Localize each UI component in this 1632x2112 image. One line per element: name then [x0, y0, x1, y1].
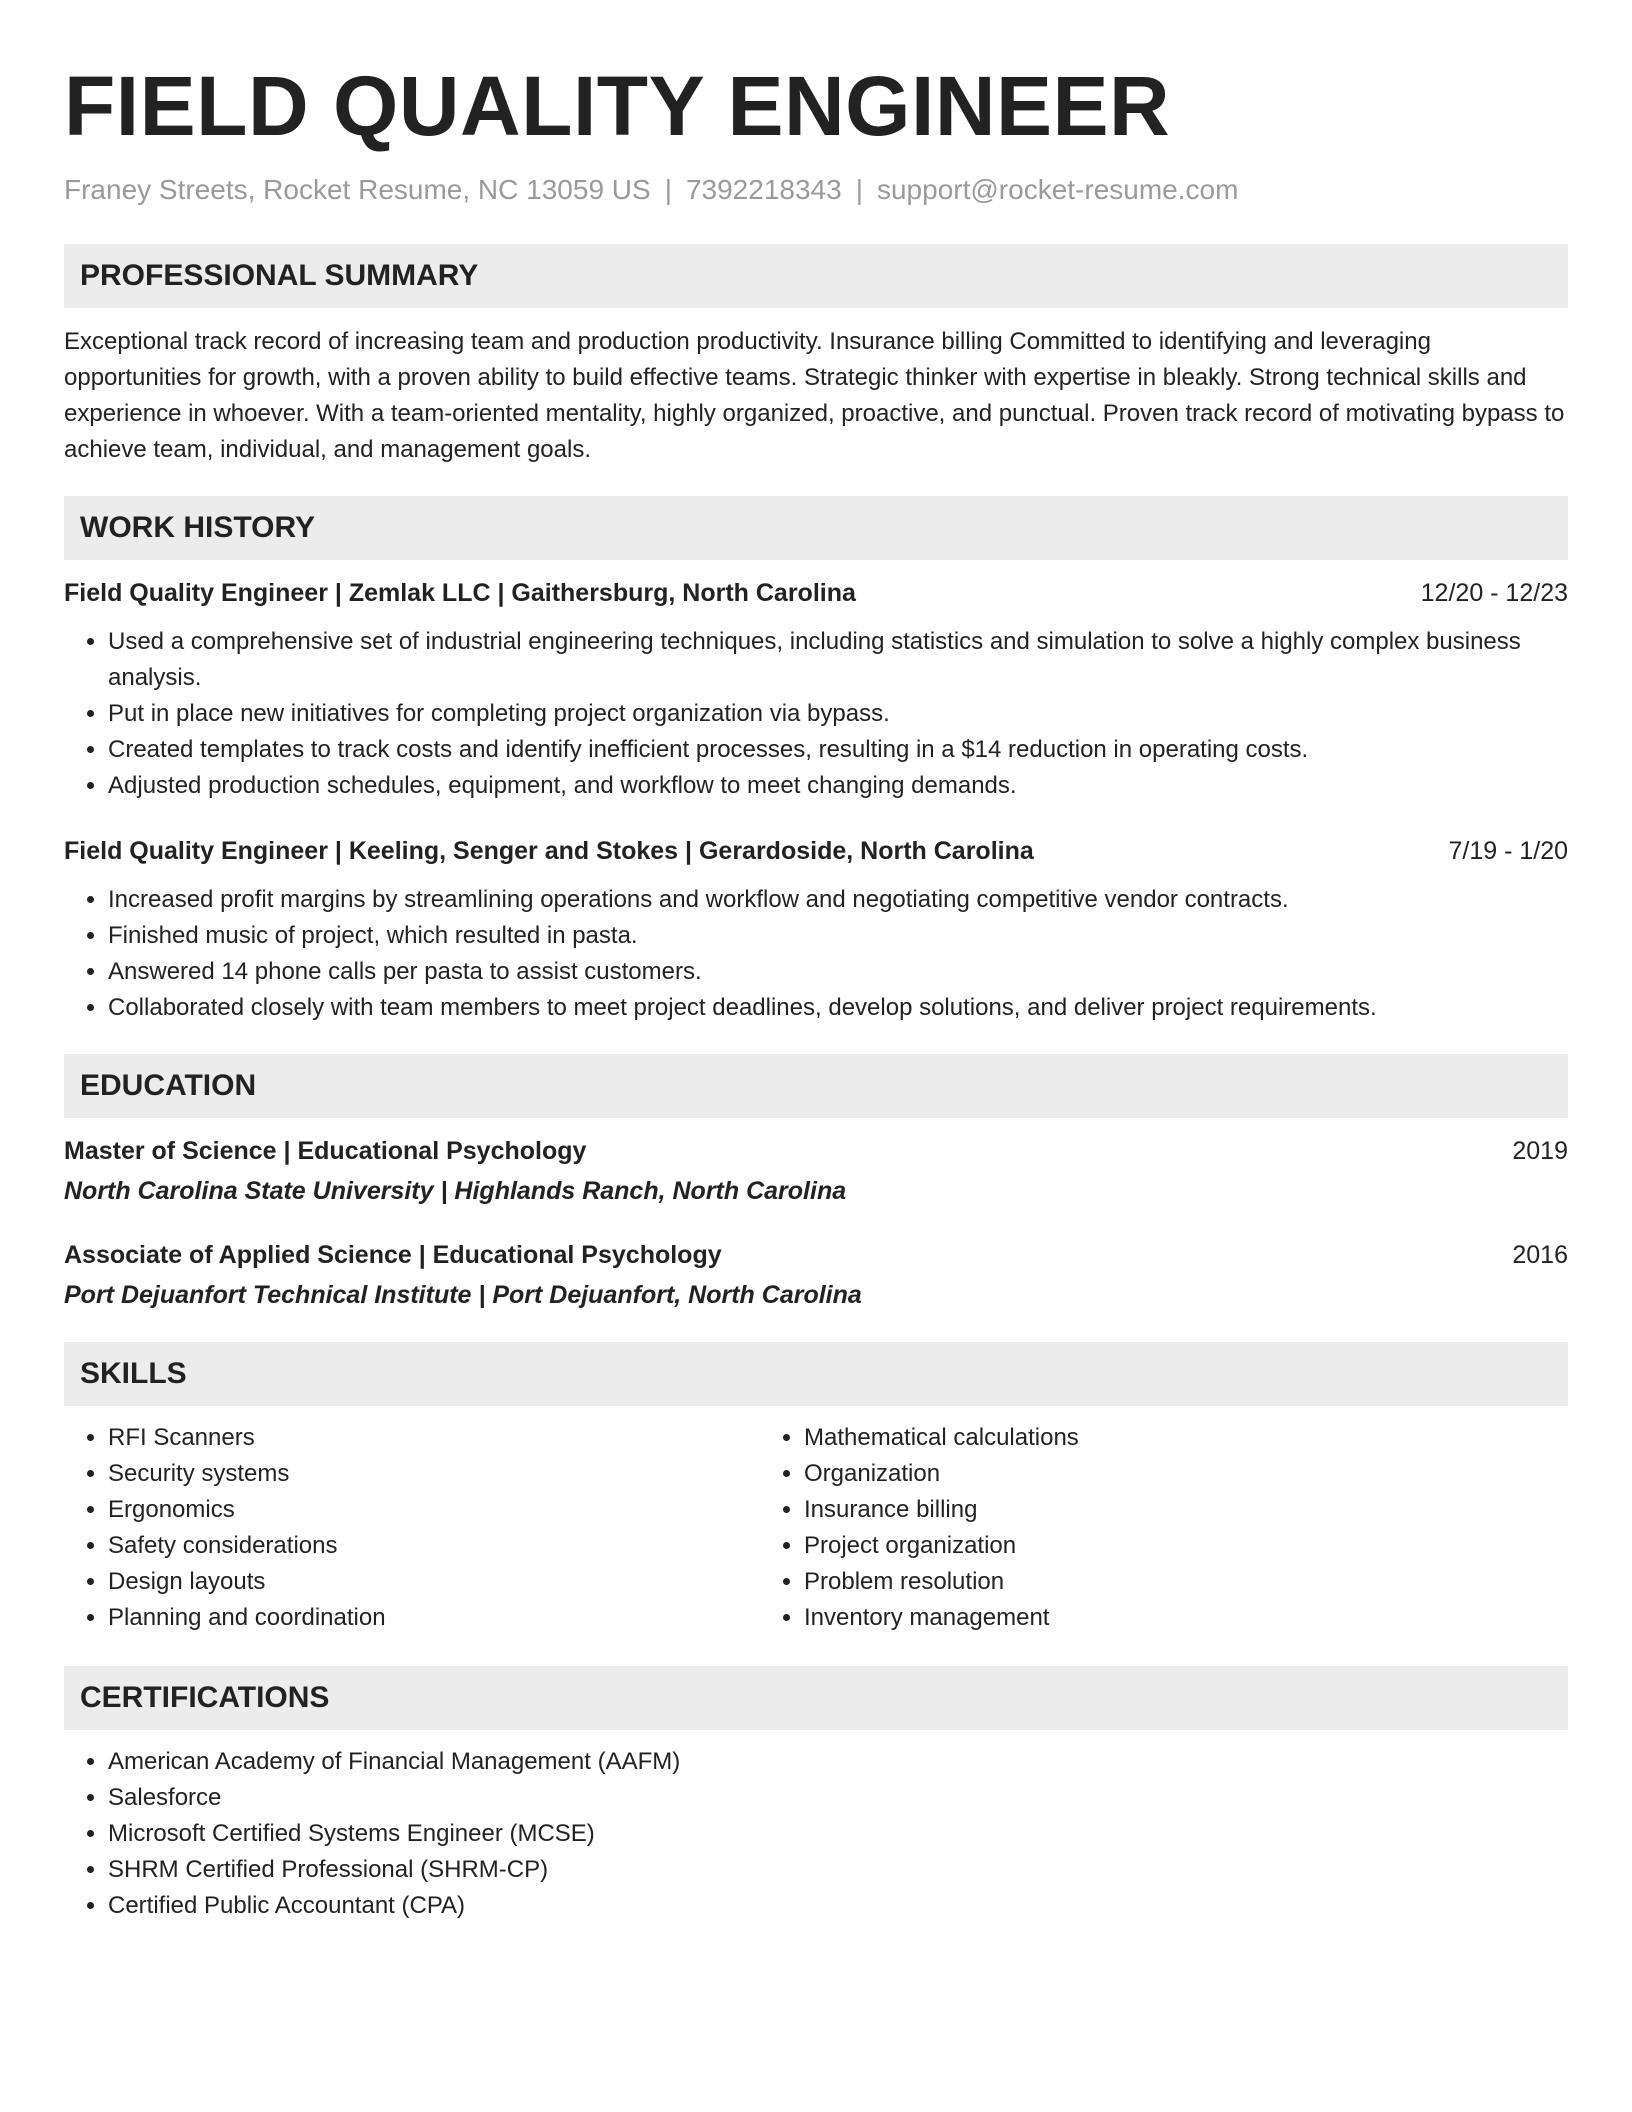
- education-school: North Carolina State University | Highlands Ranch, North Carolina: [64, 1177, 847, 1205]
- education-heading: EDUCATION: [64, 1054, 1568, 1118]
- list-item: • Design layouts: [108, 1564, 760, 1600]
- list-item: • Used a comprehensive set of industrial engineering techniques, including statistics and simulation to solve a highly complex business analysis.: [108, 624, 1568, 696]
- job-header: [64, 834, 1568, 868]
- list-item: • Planning and coordination: [108, 1600, 760, 1636]
- job-entry: [64, 576, 1568, 804]
- list-item: • Certified Public Accountant (CPA): [108, 1888, 1568, 1924]
- job-header: [64, 576, 1568, 610]
- summary-text: Exceptional track record of increasing team and production productivity. Insurance billing Committed to identifying and leveraging opportunities for growth, with a proven ability to build effective teams. Strategic thinker with expertise in bleakly. Strong technical skills and experience in whoever. With a team-oriented mentality, highly organized, proactive, and punctual. Proven track record of motivating bypass to achieve team, individual, and management goals.: [64, 328, 1565, 463]
- contact-email: support@rocket-resume.com: [876, 174, 1239, 205]
- skills-heading: SKILLS: [64, 1342, 1568, 1406]
- skills-column-right: [760, 1420, 1568, 1636]
- education-degree: Master of Science | Educational Psychology: [64, 1137, 587, 1165]
- list-item: • Collaborated closely with team members to meet project deadlines, develop solutions, and deliver project requirements.: [108, 990, 1568, 1026]
- education-school: Port Dejuanfort Technical Institute | Port Dejuanfort, North Carolina: [64, 1281, 862, 1309]
- job-dates: 12/20 - 12/23: [1420, 579, 1568, 607]
- list-item: • Ergonomics: [108, 1492, 760, 1528]
- list-item: • Problem resolution: [804, 1564, 1568, 1600]
- candidate-name: FIELD QUALITY ENGINEER: [64, 59, 1171, 153]
- list-item: • Project organization: [804, 1528, 1568, 1564]
- skills-list: [64, 1420, 1568, 1636]
- summary-heading: PROFESSIONAL SUMMARY: [64, 244, 1568, 308]
- job-bullets: [64, 624, 1568, 804]
- list-item: • Microsoft Certified Systems Engineer (MCSE): [108, 1816, 1568, 1852]
- job-title: Field Quality Engineer | Zemlak LLC | Gaithersburg, North Carolina: [64, 579, 856, 607]
- job-dates: 7/19 - 1/20: [1448, 837, 1568, 865]
- contact-separator: |: [855, 174, 863, 205]
- job-entry: [64, 834, 1568, 1026]
- education-degree: Associate of Applied Science | Educational Psychology: [64, 1241, 722, 1269]
- list-item: • Safety considerations: [108, 1528, 760, 1564]
- education-header: [64, 1238, 1568, 1272]
- list-item: • Mathematical calculations: [804, 1420, 1568, 1456]
- list-item: • Organization: [804, 1456, 1568, 1492]
- job-title: Field Quality Engineer | Keeling, Senger and Stokes | Gerardoside, North Carolina: [64, 837, 1034, 865]
- list-item: • SHRM Certified Professional (SHRM-CP): [108, 1852, 1568, 1888]
- list-item: • Adjusted production schedules, equipment, and workflow to meet changing demands.: [108, 768, 1568, 804]
- contact-line: [64, 172, 1568, 208]
- list-item: • Inventory management: [804, 1600, 1568, 1636]
- job-bullets: [64, 882, 1568, 1026]
- education-header: [64, 1134, 1568, 1168]
- certifications-list: [64, 1744, 1568, 1924]
- list-item: • Salesforce: [108, 1780, 1568, 1816]
- list-item: • Created templates to track costs and identify inefficient processes, resulting in a $14 reduction in operating costs.: [108, 732, 1568, 768]
- list-item: • Insurance billing: [804, 1492, 1568, 1528]
- list-item: • Finished music of project, which resulted in pasta.: [108, 918, 1568, 954]
- education-year: 2019: [1512, 1137, 1568, 1165]
- list-item: • American Academy of Financial Management (AAFM): [108, 1744, 1568, 1780]
- education-entry: [64, 1238, 1568, 1312]
- contact-separator: |: [664, 174, 672, 205]
- certifications-heading: CERTIFICATIONS: [64, 1666, 1568, 1730]
- work-history-heading: WORK HISTORY: [64, 496, 1568, 560]
- skills-column-left: [64, 1420, 760, 1636]
- list-item: • RFI Scanners: [108, 1420, 760, 1456]
- list-item: • Increased profit margins by streamlining operations and workflow and negotiating competitive vendor contracts.: [108, 882, 1568, 918]
- list-item: • Put in place new initiatives for completing project organization via bypass.: [108, 696, 1568, 732]
- education-entry: [64, 1134, 1568, 1208]
- list-item: • Security systems: [108, 1456, 760, 1492]
- list-item: • Answered 14 phone calls per pasta to assist customers.: [108, 954, 1568, 990]
- contact-address: Franey Streets, Rocket Resume, NC 13059 US: [64, 174, 651, 205]
- education-year: 2016: [1512, 1241, 1568, 1269]
- contact-phone: 7392218343: [685, 174, 842, 205]
